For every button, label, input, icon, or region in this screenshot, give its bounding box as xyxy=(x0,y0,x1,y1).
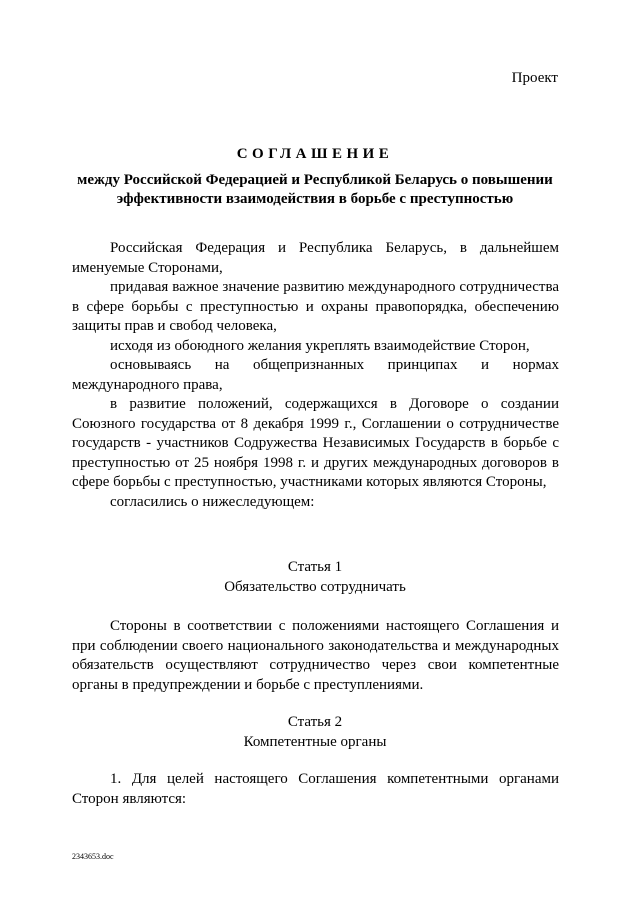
article-number: Статья 2 xyxy=(287,714,343,730)
preamble-paragraph: Российская Федерация и Республика Беларусь, в дальнейшем именуемые Сторонами, xyxy=(72,240,559,276)
article-2-header xyxy=(70,712,560,752)
subtitle-line: эффективности взаимодействия в борьбе с преступностью xyxy=(116,191,514,207)
document-title: СОГЛАШЕНИЕ xyxy=(236,146,394,162)
article-1-header xyxy=(70,557,560,597)
draft-stamp: Проект xyxy=(511,70,558,86)
preamble-paragraph: исходя из обоюдного желания укреплять взаимодействие Сторон, xyxy=(110,337,530,354)
article-paragraph: Стороны в соответствии с положениями настоящего Соглашения и при соблюдении своего национального законодательства и международных обязательств осуществляют сотрудничество через свои компетентные органы в предупреждении и борьбе с преступлениями. xyxy=(72,618,559,693)
article-1-body xyxy=(72,617,559,695)
article-paragraph: 1. Для целей настоящего Соглашения компетентными органами Сторон являются: xyxy=(72,771,559,807)
subtitle-line: между Российской Федерацией и Республикой Беларусь о повышении xyxy=(77,172,553,188)
article-number: Статья 1 xyxy=(287,559,343,575)
file-name: 2343653.doc xyxy=(72,852,114,861)
preamble-paragraph: придавая важное значение развитию международного сотрудничества в сфере борьбы с преступностью и охраны правопорядка, обеспечению защиты прав и свобод человека, xyxy=(72,279,559,334)
article-heading: Обязательство сотрудничать xyxy=(224,579,406,595)
article-heading: Компетентные органы xyxy=(243,734,387,750)
document-subtitle xyxy=(70,171,560,209)
article-2-body xyxy=(72,770,559,809)
preamble xyxy=(72,239,559,512)
preamble-paragraph: основываясь на общепризнанных принципах и нормах международного права, xyxy=(72,357,559,393)
preamble-paragraph: в развитие положений, содержащихся в Договоре о создании Союзного государства от 8 декабря 1999 г., Соглашении о сотрудничестве государств - участников Содружества Независимых Государств в борьбе с преступностью от 25 ноября 1998 г. и других международных договоров в сфере борьбы с преступностью, участниками которых являются Стороны, xyxy=(72,396,559,490)
preamble-paragraph: согласились о нижеследующем: xyxy=(110,493,315,510)
